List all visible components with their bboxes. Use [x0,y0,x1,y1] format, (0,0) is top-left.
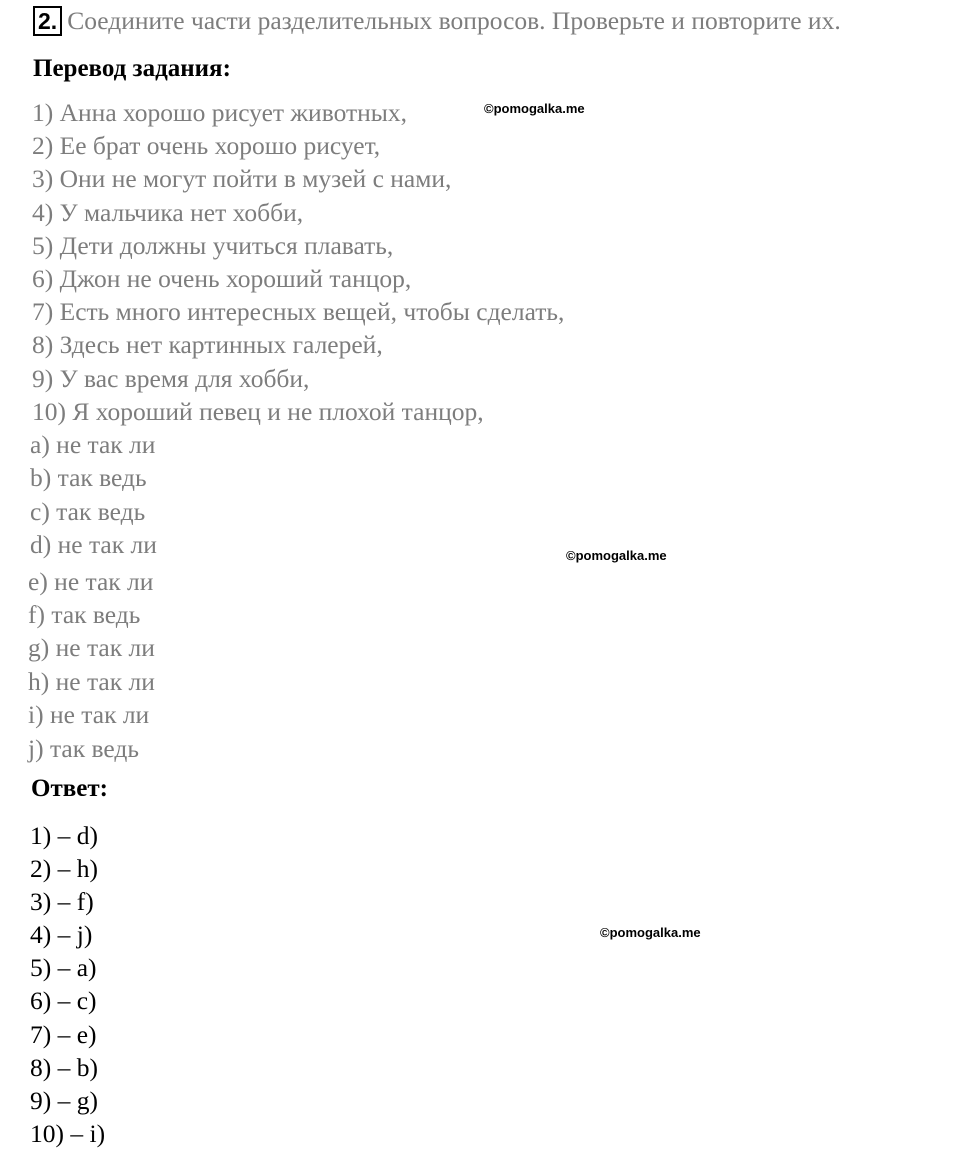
sentence-item: 6) Джон не очень хороший танцор, [32,264,412,294]
answer-item: 6) – c) [30,986,97,1016]
translation-title: Перевод задания: [33,55,231,82]
task-instruction: Соедините части разделительных вопросов. Проверьте и повторите их. [67,6,841,35]
answer-item: 2) – h) [30,854,98,884]
option-item: g) не так ли [28,633,155,663]
watermark-text: ©pomogalka.me [484,101,585,116]
sentence-item: 7) Есть много интересных вещей, чтобы сделать, [32,297,565,327]
translation-sentence-list [32,96,564,428]
option-item: f) так ведь [28,600,141,630]
option-item: a) не так ли [30,430,156,459]
option-item: i) не так ли [28,700,150,730]
sentence-item: 8) Здесь нет картинных галерей, [32,330,383,360]
option-item: j) так ведь [28,733,139,763]
option-item: d) не так ли [30,530,157,560]
answer-item: 5) – a) [30,953,97,983]
sentence-item: 1) Анна хорошо рисует животных, [32,98,408,127]
answer-item: 10) – i) [30,1118,106,1148]
option-item: c) так ведь [30,496,146,526]
sentence-item: 2) Ее брат очень хорошо рисует, [32,131,381,161]
answer-item: 9) – g) [30,1085,98,1115]
option-item: h) не так ли [28,666,155,696]
tag-option-list [30,428,157,765]
answer-list [30,819,105,1150]
task-number-badge: 2. [33,6,62,36]
task-header [33,6,841,36]
watermark-text: ©pomogalka.me [600,925,701,940]
answer-item: 3) – f) [30,887,94,917]
sentence-item: 3) Они не могут пойти в музей с нами, [32,164,452,194]
answer-item: 8) – b) [30,1052,98,1082]
sentence-item: 5) Дети должны учиться плавать, [32,230,394,260]
answer-item: 4) – j) [30,920,93,950]
option-item: b) так ведь [30,463,147,493]
sentence-item: 4) У мальчика нет хобби, [32,197,304,227]
sentence-item: 9) У вас время для хобби, [32,363,310,393]
sentence-item: 10) Я хороший певец и не плохой танцор, [32,396,484,426]
answer-item: 1) – d) [30,821,98,850]
watermark-text: ©pomogalka.me [566,548,667,563]
option-item: e) не так ли [28,566,154,596]
answer-title: Ответ: [31,775,108,802]
answer-item: 7) – e) [30,1019,97,1049]
